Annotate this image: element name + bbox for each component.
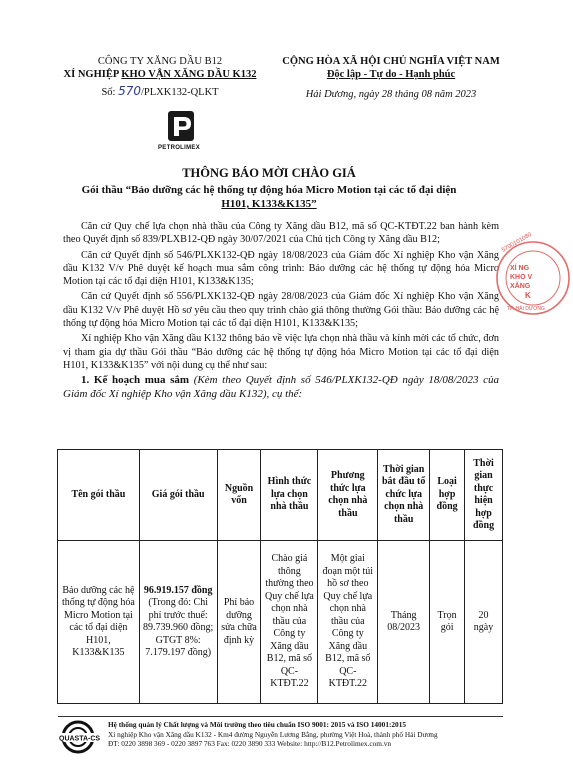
company-name: CÔNG TY XĂNG DẦU B12 [97,56,223,67]
svg-text:5700101080: 5700101080 [501,231,533,254]
document-subtitle: Gói thầu “Bảo dưỡng các hệ thống tự động hóa Micro Motion tại các tổ đại diện H101, K133&K135” [81,184,457,210]
footer [108,720,518,749]
header-cell: Loại hợp đồng [430,450,465,541]
paragraph-basis-2: Căn cứ Quyết định số 546/PLXK132-QĐ ngày 18/08/2023 của Giám đốc Xí nghiệp Kho vận Xăng dầu K132 V/v Phê duyệt kế hoạch mua sắm công trình: Bảo dưỡng các hệ thống tự động hóa Micro Motion tại các tổ đại diện H101, K133&K135; [63,249,499,288]
national-title: CỘNG HÒA XÃ HỘI CHỦ NGHĨA VIỆT NAM [282,56,500,67]
header-cell: Tên gói thầu [58,450,140,541]
national-motto: Độc lập - Tự do - Hạnh phúc [326,69,456,80]
footer-address: Xí nghiệp Kho vận Xăng dầu K132 - Km4 đường Nguyễn Lương Bằng, phường Việt Hoà, thành phố Hải Dương [108,729,438,739]
selection-method-cell: Một giai đoạn một túi hồ sơ theo Quy chế lựa chọn nhà thầu của Công ty Xăng dầu B12, mã số QC-KTĐT.22 [318,541,378,704]
header-cell: Phương thức lựa chọn nhà thầu [318,450,378,541]
svg-text:K: K [525,291,531,300]
footer-iso-line: Hệ thống quản lý Chất lượng và Môi trường theo tiêu chuẩn ISO 9001: 2015 và ISO 14001:2015 [108,720,406,729]
selection-form-cell: Chào giá thông thường theo Quy chế lựa chọn nhà thầu của Công ty Xăng dầu B12, mã số QC-KTĐT.22 [261,541,318,704]
petrolimex-logo-icon [162,110,200,144]
svg-text:TP. HẢI DƯƠNG: TP. HẢI DƯƠNG [507,306,545,312]
paragraph-announcement: Xí nghiệp Kho vận Xăng dầu K132 thông báo về việc lựa chọn nhà thầu và kính mời các tổ chức, đơn vị tham gia dự thầu Gói thầu “Bảo dưỡng các hệ thống tự động hóa Micro Motion tại các tổ đại diện H101, K133&K135” với nội dung cụ thể như sau: [63,333,499,371]
plan-heading: 1. Kế hoạch mua sắm (Kèm theo Quyết định số 546/PLXK132-QĐ ngày 18/08/2023 của Giám đốc Xí nghiệp Kho vận Xăng dầu K132), cụ thể: [63,374,499,400]
paragraph-basis-1: Căn cứ Quy chế lựa chọn nhà thầu của Công ty Xăng dầu B12, mã số QC-KTĐT.22 ban hành kèm theo Quyết định số 839/PLXB12-QĐ ngày 30/07/2021 của Chủ tịch Công ty Xăng dầu B12; [63,221,499,246]
document-body [63,220,499,403]
procurement-table [57,449,503,704]
header-cell: Hình thức lựa chọn nhà thầu [261,450,318,541]
document-title: THÔNG BÁO MỜI CHÀO GIÁ [182,166,356,180]
footer-contact: ĐT: 0220 3898 369 - 0220 3897 763 Fax: 0220 3890 333 Website: http://B12.Petrolimex.com.vn [108,739,392,748]
start-time-cell: Tháng 08/2023 [378,541,430,704]
header-cell: Giá gói thầu [139,450,217,541]
package-price-cell: 96.919.157 đồng (Trong đó: Chi phí trước thuế: 89.739.960 đồng; GTGT 8%: 7.179.197 đồng) [139,541,217,704]
header-cell: Thời gian bắt đầu tổ chức lựa chọn nhà thầu [378,450,430,541]
table-row [58,541,503,704]
red-stamp-seal [493,231,573,318]
contract-type-cell: Trọn gói [430,541,465,704]
place-date: Hải Dương, ngày 28 tháng 08 năm 2023 [305,89,477,100]
paragraph-basis-3: Căn cứ Quyết định số 556/PLXK132-QĐ ngày 28/08/2023 của Giám đốc Xí nghiệp Kho vận Xăng dầu K132 V/v Phê duyệt Hồ sơ yêu cầu theo quy trình chào giá thông thường Gói thầu: Bảo dưỡng các hệ thống tự động hóa Micro Motion tại các tổ đại diện H101, K133&K135; [63,291,499,330]
svg-text:KHO V: KHO V [510,274,533,281]
quasta-cert-logo-icon [58,720,102,756]
fund-source-cell: Phí bảo dưỡng sửa chữa định kỳ [217,541,261,704]
handwritten-number: 570 [118,84,141,98]
header-right [272,55,510,101]
header-cell: Nguồn vốn [217,450,261,541]
unit-name: XÍ NGHIỆP KHO VẬN XĂNG DẦU K132 [63,69,257,80]
table-header-row [58,450,503,541]
package-name-cell: Bảo dưỡng các hệ thống tự động hóa Micro Motion tại các tổ đại diện H101, K133&K135 [58,541,140,704]
svg-text:XĂNG: XĂNG [510,283,531,290]
svg-text:QUASTA-CS: QUASTA-CS [59,735,101,743]
svg-text:XÍ NG: XÍ NG [510,265,530,272]
footer-divider [58,716,503,717]
logo-text: PETROLIMEX [158,145,201,151]
header-cell: Thời gian thực hiện hợp đồng [465,450,503,541]
document-number: Số: 570/PLXK132-QLKT [101,84,219,98]
duration-cell: 20 ngày [465,541,503,704]
header-left [60,55,260,99]
